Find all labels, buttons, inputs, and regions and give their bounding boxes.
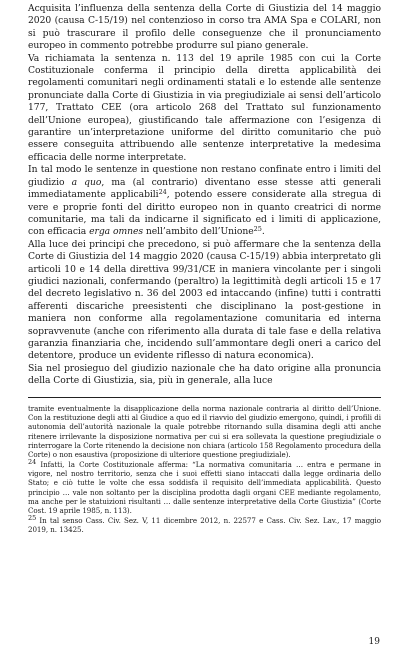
footnote-25 xyxy=(28,513,381,535)
page-number: 19 xyxy=(368,637,380,647)
footnote-number: 25 xyxy=(28,513,37,522)
footnote-text: In tal senso Cass. Civ. Sez. V, 11 dicembre 2012, n. 22577 e Cass. Civ. Sez. Lav., 17 maggio 2019, n. 13425. xyxy=(28,515,381,535)
paragraph-3 xyxy=(28,164,381,238)
footnote-ref-24[interactable]: 24 xyxy=(158,188,167,197)
footnote-separator xyxy=(28,397,381,398)
footnote-text: Infatti, la Corte Costituzionale afferma: “La normativa comunitaria … entra e permane in vigore, nel nostro territorio, senza che i suoi effetti siano intaccati dalla legge ordinaria dello Stato; e ciò tutte le volte che essa soddisfa il requisito dell’immediata applicabilità. Questo principio … vale non soltanto per la disciplina prodotta dagli organi CEE mediante regolamento, ma anche per le statuizioni risultanti … dalle sentenze interpretative della Corte Giustizia” (Corte Cost. 19 aprile 1985, n. 113). xyxy=(28,459,381,516)
paragraph-3-text: . xyxy=(261,226,265,238)
paragraph-3-text: , ma (al contrario) diventano esse stesse atti generali immediatamente applicabili xyxy=(28,176,382,201)
footnote-ref-25[interactable]: 25 xyxy=(253,225,262,234)
footnotes xyxy=(28,404,381,535)
paragraph-3-text: nell’ambito dell’Unione xyxy=(143,226,254,238)
footnote-continued: tramite eventualmente la disapplicazione della norma nazionale contraria al diritto dell’Unione. Con la restituzione degli atti al Giudice a quo ed il riavvio del giudizio emergono, quindi, i profili di autonomia dell’autorità nazionale la quale potrebbe ritornando sulla disamina degli atti anche ritenere irrilevante la disposizione normativa per cui si era sollevata la questione pregiudiziale o rinterrogare la Corte ritenendo la decisione non chiara (articolo 158 Regolamento procedura della Corte) o non esaustiva (proposizione di ulteriore questione pregiudiziale). xyxy=(28,403,381,460)
paragraph-2: Va richiamata la sentenza n. 113 del 19 aprile 1985 con cui la Corte Costituzionale conferma il principio della diretta applicabilità dei regolamenti comunitari negli ordinamenti statali e lo estende alle sentenze pronunciate dalla Corte di Giustizia in via pregiudiziale ai sensi dell’articolo 177, Trattato CEE (ora articolo 268 del Trattato sul funzionamento dell’Unione europea), giustificando tale affermazione con l’esigenza di garantire un’interpretazione uniforme del diritto comunitario che può essere conseguita attribuendo alle sentenze interpretative la medesima efficacia delle norme interpretate. xyxy=(28,52,381,163)
paragraph-3-text: , potendo essere considerate alla stregua di vere e proprie fonti del diritto europeo non in quanto creatrici di norme comunitarie, ma tali da indicarne il significato ed i limiti di applicazione, con efficacia xyxy=(28,189,381,238)
italic-term-erga-omnes: erga omnes xyxy=(89,226,144,238)
body-text xyxy=(28,3,381,388)
italic-term-a-quo: a quo xyxy=(71,176,102,188)
paragraph-5: Sia nel prosieguo del giudizio nazionale che ha dato origine alla pronuncia della Corte di Giustizia, sia, più in generale, alla luce xyxy=(28,362,381,387)
footnote-number: 24 xyxy=(28,457,37,466)
footnote-24 xyxy=(28,457,381,516)
paragraph-3-text: In tal modo le sentenze in questione non restano confinate entro i limiti del giudizio xyxy=(28,164,381,188)
paragraph-4: Alla luce dei principi che precedono, si può affermare che la sentenza della Corte di Giustizia del 14 maggio 2020 (causa C-15/19) abbia interpretato gli articoli 10 e 14 della direttiva 99/31/CE in maniera vincolante per i singoli giudici nazionali, confermando (peraltro) la legittimità degli articoli 15 e 17 del decreto legislativo n. 36 del 2003 ed intaccando (infine) tutti i contratti afferenti discariche preesistenti che disciplinano la post-gestione in maniera non conforme alla regolamentazione comunitaria ed interna sopravvenute (anche con riferimento alla durata di tale fase e della relativa garanzia finanziaria che, incidendo sull’ammontare degli oneri a carico del detentore, produce un evidente riflesso di natura economica). xyxy=(28,238,381,362)
paragraph-1: Acquisita l’influenza della sentenza della Corte di Giustizia del 14 maggio 2020 (causa C-15/19) nel contenzioso in corso tra AMA Spa e COLARI, non si può trascurare il profilo delle conseguenze che il pronunciamento europeo in commento potrebbe produrre sul piano generale. xyxy=(28,3,381,52)
